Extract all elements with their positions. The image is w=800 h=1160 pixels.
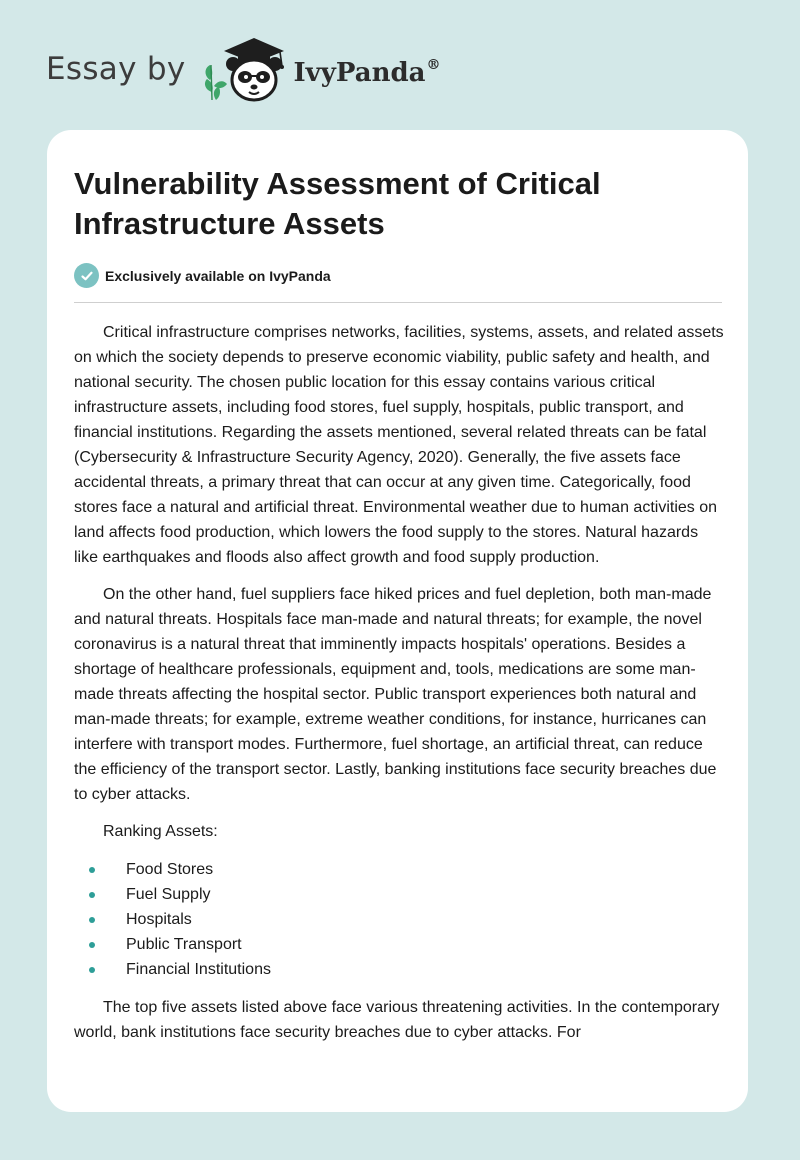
list-item-text: Fuel Supply bbox=[126, 886, 211, 903]
bullet-icon bbox=[89, 867, 95, 873]
ranking-list bbox=[74, 857, 724, 982]
exclusive-badge bbox=[74, 263, 331, 288]
paragraph-1: Critical infrastructure comprises networks, facilities, systems, assets, and related assets on which the society depends to preserve economic viability, public safety and health, and national security. The chosen public location for this essay contains various critical infrastructure assets, including food stores, fuel supply, hospitals, public transport, and financial institutions. Regarding the assets mentioned, several related threats can be fatal (Cybersecurity & Infrastructure Security Agency, 2020). Generally, the five assets face accidental threats, a primary threat that can occur at any given time. Categorically, food stores face a natural and artificial threat. Environmental weather due to human activities on land affects food production, which lowers the food supply to the stores. Natural hazards like earthquakes and floods also affect growth and food supply production. bbox=[74, 324, 724, 566]
list-item-text: Food Stores bbox=[126, 861, 214, 878]
essay-card bbox=[47, 130, 748, 1112]
list-item bbox=[74, 857, 724, 882]
list-item-text: Hospitals bbox=[126, 911, 192, 928]
list-item bbox=[74, 932, 724, 957]
divider bbox=[74, 302, 722, 303]
list-item bbox=[74, 907, 724, 932]
site-header bbox=[46, 34, 441, 104]
list-item bbox=[74, 957, 724, 982]
bullet-icon bbox=[89, 942, 95, 948]
essay-by-label: Essay by bbox=[46, 51, 186, 87]
essay-body bbox=[74, 320, 724, 1057]
brand-name[interactable] bbox=[294, 57, 441, 88]
list-item-text: Public Transport bbox=[126, 936, 242, 953]
list-item bbox=[74, 882, 724, 907]
bullet-icon bbox=[89, 967, 95, 973]
bullet-icon bbox=[89, 892, 95, 898]
checkmark-icon bbox=[74, 263, 99, 288]
bullet-icon bbox=[89, 917, 95, 923]
page-title: Vulnerability Assessment of Critical Infrastructure Assets bbox=[74, 166, 601, 241]
list-item-text: Financial Institutions bbox=[126, 961, 271, 978]
paragraph-2: On the other hand, fuel suppliers face hiked prices and fuel depletion, both man-made and natural threats. Hospitals face man-made and natural threats; for example, the novel coronavirus is a natural threat that imminently impacts hospitals' operations. Besides a shortage of healthcare professionals, equipment and, tools, medications are some man-made threats affecting the hospital sector. Public transport experiences both natural and man-made threats; for example, extreme weather conditions, for instance, hurricanes can interfere with transport modes. Furthermore, fuel shortage, an artificial threat, can reduce the efficiency of the transport sector. Lastly, banking institutions face security breaches due to cyber attacks. bbox=[74, 586, 717, 803]
exclusive-label: Exclusively available on IvyPanda bbox=[105, 267, 331, 284]
paragraph-3: The top five assets listed above face various threatening activities. In the contemporary world, bank institutions face security breaches due to cyber attacks. For bbox=[74, 999, 720, 1041]
list-label: Ranking Assets: bbox=[103, 823, 218, 840]
ivypanda-logo-icon[interactable] bbox=[200, 34, 292, 104]
registered-mark: ® bbox=[426, 56, 441, 73]
brand-text: IvyPanda bbox=[293, 57, 426, 88]
